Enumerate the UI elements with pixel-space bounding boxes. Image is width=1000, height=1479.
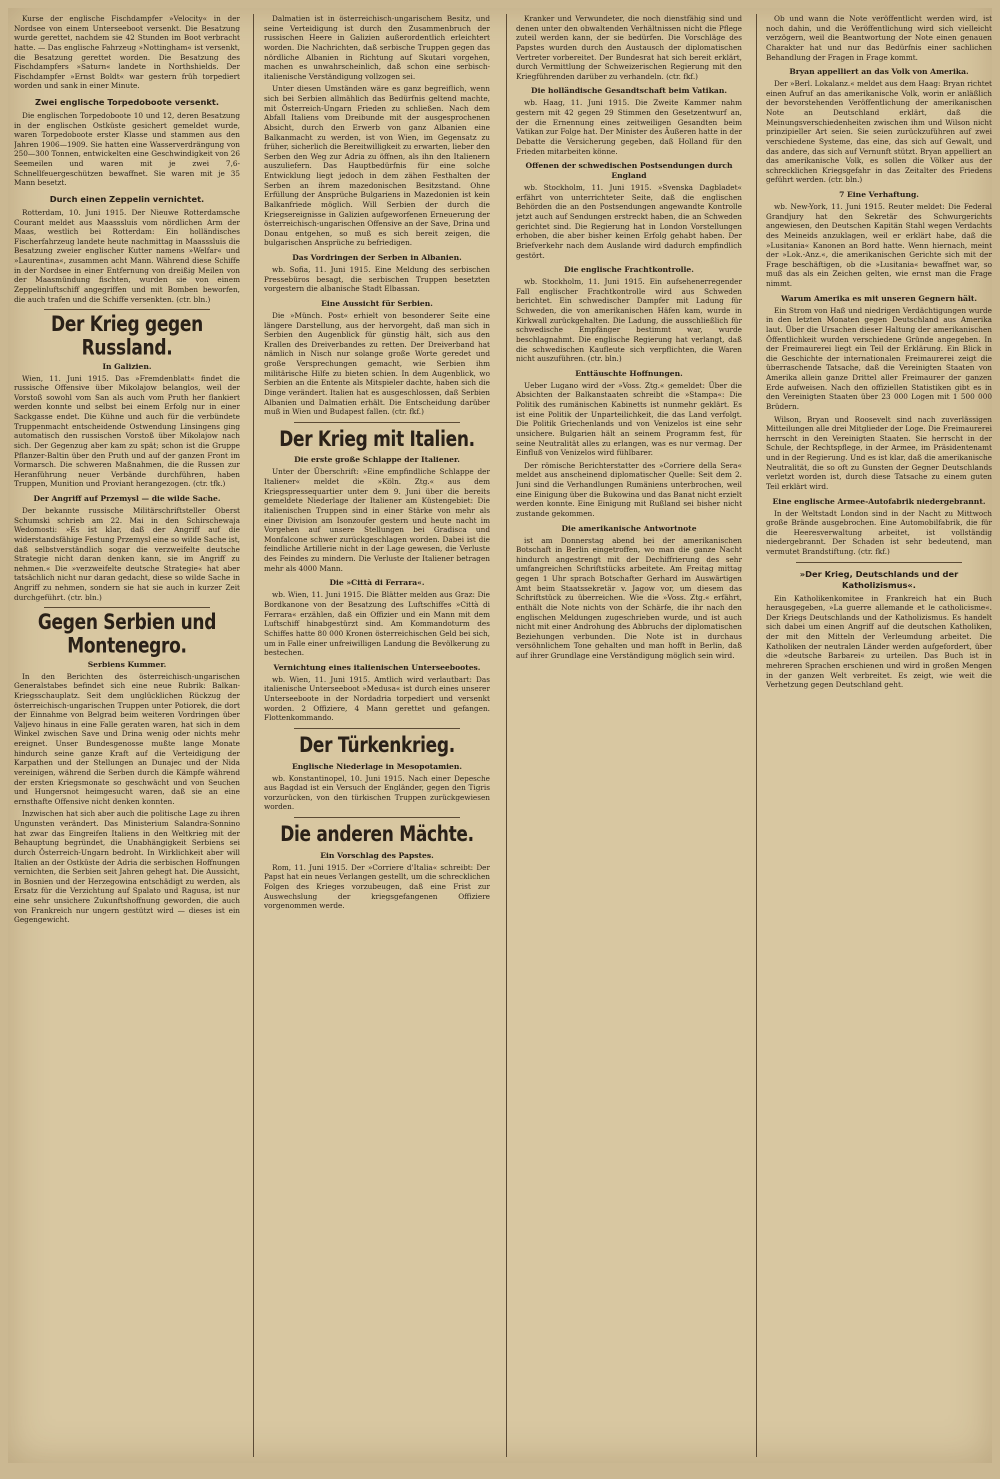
paragraph: Der bekannte russische Militärschriftsteller Oberst Schumski schrieb am 22. Mai in den Schirschewaja Wedomosti: »Es ist klar, daß der Angriff auf die widerstandsfähige Festung Przemysl eine so wilde Sache ist, daß selbstverständlich sogar die verzweifelte deutsche Strategie nicht daran denken kann, sie im Angriff zu nehmen.« Die »verzweifelte deutsche Strategie« hat aber tatsächlich nicht nur daran gedacht, diese so wilde Sache in Angriff zu nehmen, sondern sie hat sie auch in kurzer Zeit durchgeführt. (ctr. bln.)	[14, 506, 240, 602]
column-4	[766, 14, 992, 1457]
column-3	[516, 14, 742, 1457]
newspaper-page	[8, 8, 992, 1463]
section-headline: Der Türkenkrieg.	[299, 733, 455, 759]
column-rule	[253, 14, 254, 1457]
sub-heading: Die amerikanische Antwortnote	[561, 523, 697, 533]
article-heading: Durch einen Zeppelin vernichtet.	[49, 193, 205, 204]
paragraph: Inzwischen hat sich aber auch die politische Lage zu ihren Ungunsten verändert. Das Ministerium Salandra-Sonnino hat zwar das Eingreifen Italiens in den Weltkrieg mit der Behauptung begründet, die Unabhängigkeit Serbiens sei durch Österreich-Ungarn bedroht. In Wirklichkeit aber will Italien an der Ostküste der Adria die serbischen Hoffnungen vernichten, die Serbien seit Jahren gehegt hat. Die Aussicht, in Bosnien und der Herzegowina entschädigt zu werden, als Ersatz für die Verzichtung auf Spalato und Ragusa, ist nur eine sehr unsichere Zukunftshoffnung geworden, die auch von Frankreich nur ungern gestützt wird — dieses ist ein Gegengewicht.	[14, 809, 240, 925]
paragraph: wb. Konstantinopel, 10. Juni 1915. Nach einer Depesche aus Bagdad ist ein Versuch der Engländer, gegen den Tigris vorzurücken, von den türkischen Truppen zurückgewiesen worden.	[264, 773, 490, 812]
paragraph: wb. Stockholm, 11. Juni 1915. Ein aufsehenerregender Fall englischer Frachtkontrolle wird aus Schweden berichtet. Ein schwedischer Dampfer mit Ladung für Schweden, die von amerikanischen Häfen kam, wurde in Kirkwall zurückgehalten. Die Ladung, die ausschließlich für schwedische Empfänger bestimmt war, wurde beschlagnahmt. Die englische Regierung hat verlangt, daß die schwedischen Kaufleute sich verpflichten, die Waren nicht auszuführen. (ctr. bln.)	[516, 277, 742, 364]
sub-heading: Englische Niederlage in Mesopotamien.	[291, 761, 463, 771]
sub-heading: Die holländische Gesandtschaft beim Vatikan.	[531, 86, 727, 96]
paragraph: Wilson, Bryan und Roosevelt sind nach zuverlässigen Mitteilungen alle drei Mitglieder der Loge. Die Freimaurerei herrscht in den Vereinigten Staaten. Sie herrscht in der Schule, der Rechtspflege, in der Armee, im Präsidentenamt und in der Regierung. Und es ist klar, daß die amerikanische Neutralität, die so oft zu Gunsten der Gegner Deutschlands verletzt worden ist, durch diese Tatsache zu einem guten Teil erklärt wird.	[766, 414, 992, 491]
sub-heading: 7 Eine Verhaftung.	[839, 190, 919, 200]
paragraph: Wien, 11. Juni 1915. Das »Fremdenblatt« findet die russische Offensive über Mikolajow belanglos, weil der Vorstoß sowohl vom San als auch vom Pruth her flankiert werden konnte und selbst bei einem Erfolg nur in einer Sackgasse endet. Die Kühne und auch für die verbündete Truppenmacht entscheidende Ostwendung Linsingens ging automatisch den russischen Vorstoß über Mikolajow nach sich. Der Gegenzug aber kam zu spät; schon ist die Gruppe Pflanzer-Baltin über den Pruth und auf der ganzen Front im Vormarsch. Die schweren Maßnahmen, die die Russen zur Heranführung neuer Verbände durchführen, haben Truppen, Munition und Proviant herangezogen. (ctr. tfk.)	[14, 373, 240, 489]
divider	[294, 817, 460, 818]
section-headline: Der Krieg mit Italien.	[279, 427, 475, 453]
sub-heading: Enttäuschte Hoffnungen.	[575, 368, 683, 378]
paragraph: Unter diesen Umständen wäre es ganz begreiflich, wenn sich bei Serbien allmählich das Bedürfnis geltend machte, mit Österreich-Ungarn Frieden zu schließen. Nach dem Abfall Italiens vom Dreibunde mit der ausgesprochenen Absicht, durch den Erwerb von ganz Albanien eine Balkanmacht zu werden, ist von Wien, im Gegensatz zu früher, sicherlich die Bereitwilligkeit zu erwarten, lieber den Serben den Weg zur Adria zu öffnen, als ihn den Italienern auszuliefern. Das Hauptbedürfnis für eine solche Entwicklung liegt jedoch in dem zähen Festhalten der Serben an ihrem mazedonischen Besitzstand. Ohne Erfüllung der Ansprüche Bulgariens in Mazedonien ist kein Balkanfriede möglich. Will Serbien der durch die Kriegsereignisse in Galizien aufgeworfenen Erneuerung der österreichisch-ungarischen Offensive an der Save, Drina und Donau entgehen, so muß es sich bereit zeigen, die bulgarischen Ansprüche zu befriedigen.	[264, 84, 490, 248]
paragraph: ist am Donnerstag abend bei der amerikanischen Botschaft in Berlin eingetroffen, wo man die ganze Nacht hindurch angestrengt mit der Dechiffrierung des sehr umfangreichen Schriftstücks arbeitete. Am Freitag mittag gegen 1 Uhr sprach Botschafter Gerhard im Auswärtigen Amt beim Staatssekretär v. Jagow vor, um diesem das Schriftstück zu überreichen. Wie die »Voss. Ztg.« erfährt, enthält die Note nichts von der Schärfe, die ihr nach den englischen Meldungen zugeschrieben wurde, und ist auch nicht mit einer Androhung des Abbruchs der diplomatischen Beziehungen verbunden. Die Note ist in durchaus versöhnlichem Tone gehalten und man hofft in Berlin, daß auf ihrer Grundlage eine Verständigung möglich sein wird.	[516, 535, 742, 661]
sub-heading: Bryan appelliert an das Volk von Amerika.	[789, 67, 969, 77]
paragraph: Ein Strom von Haß und niedrigen Verdächtigungen wurde in den letzten Monaten gegen Deutschland aus Amerika laut. Über die Ursachen dieser Haltung der amerikanischen Öffentlichkeit wurden verschiedene Gründe angegeben. In der Freimaurerei liegt ein Teil der Erklärung. Ein Blick in die Geschichte der internationalen Freimaurerei zeigt die überraschende Tatsache, daß die Vereinigten Staaten von Amerika allein ganze Drittel aller Freimaurer der ganzen Erde aufweisen. Nach den offiziellen Statistiken gibt es in den Vereinigten Staaten über 23 000 Logen mit 1 500 000 Brüdern.	[766, 305, 992, 411]
paragraph: Der »Berl. Lokalanz.« meldet aus dem Haag: Bryan richtet einen Aufruf an das amerikanische Volk, worin er anläßlich der bevorstehenden Veröffentlichung der amerikanischen Note an Deutschland erklärt, daß die Meinungsverschiedenheiten zwischen ihm und Wilson nicht prinzipieller Art seien. Sie seien zurückzuführen auf zwei verschiedene Systeme, das eine, das sich auf Gewalt, und das andere, das sich auf Vernunft stützt. Bryan appelliert an das amerikanische Volk, es sollen die Völker aus der schrecklichen Kriegsgefahr in das Zeitalter des Friedens geführt werden. (ctr. bln.)	[766, 79, 992, 185]
column-rule	[756, 14, 757, 1457]
sub-heading: Vernichtung eines italienischen Unterseebootes.	[273, 662, 481, 672]
divider	[294, 728, 460, 729]
paragraph: Dalmatien ist in österreichisch-ungarischem Besitz, und seine Verteidigung ist durch den Zusammenbruch der russischen Heere in Galizien außerordentlich erleichtert worden. Die Nachrichten, daß serbische Truppen gegen das nördliche Albanien in Richtung auf Skutari vorgehen, machen es unwahrscheinlich, daß schon eine serbisch-italienische Verständigung vollzogen sei.	[264, 14, 490, 81]
sub-heading: Offenen der schwedischen Postsendungen durch England	[525, 161, 733, 181]
paragraph: Ueber Lugano wird der »Voss. Ztg.« gemeldet: Über die Absichten der Balkanstaaten schreibt die »Stampa«: Die Politik des rumänischen Kabinetts ist nunmehr geklärt. Es ist eine Politik der Unparteilichkeit, die das Land verfolgt. Die Politik Griechenlands und von Venizelos ist eine sehr unsichere. Bulgarien hält an seinem Programm fest, für seine Neutralität alles zu erlangen, was es nur vermag. Der Einfluß von Venizelos wird fühlbarer.	[516, 380, 742, 458]
sub-heading: Warum Amerika es mit unseren Gegnern hält.	[780, 293, 978, 303]
sub-heading: Die »Città di Ferrara«.	[329, 578, 425, 588]
divider	[44, 607, 210, 608]
paragraph: wb. Stockholm, 11. Juni 1915. »Svenska Dagbladet« erfährt von unterrichteter Seite, daß die englischen Behörden die an den Postsendungen angewandte Kontrolle jetzt auch auf Sendungen erstreckt haben, die an Schweden gerichtet sind. Die Regierung hat in London Vorstellungen erhoben, die aber bisher keinen Erfolg gehabt haben. Der Briefverkehr nach dem Auslande wird dadurch empfindlich gestört.	[516, 183, 742, 260]
section-headline: Der Krieg gegen Russland.	[51, 312, 203, 361]
column-rule	[506, 14, 507, 1457]
sub-heading: Der Angriff auf Przemysl — die wilde Sache.	[33, 494, 221, 504]
sub-heading: Ein Vorschlag des Papstes.	[320, 850, 434, 860]
paragraph: wb. Haag, 11. Juni 1915. Die Zweite Kammer nahm gestern mit 42 gegen 29 Stimmen den Gesetzentwurf an, der die Ernennung eines zeitweiligen Gesandten beim Vatikan zur Folge hat. Der Minister des Äußeren hatte in der Debatte die Versicherung gegeben, daß Holland für den Frieden mitarbeiten könne.	[516, 98, 742, 156]
article-heading: Zwei englische Torpedoboote versenkt.	[34, 97, 220, 107]
column-1	[14, 14, 240, 1457]
section-headline: Gegen Serbien und Montenegro.	[37, 610, 217, 659]
paragraph: In der Weltstadt London sind in der Nacht zu Mittwoch große Brände ausgebrochen. Eine Automobilfabrik, die für die Heeresverwaltung arbeitet, ist vollständig niedergebrannt. Der Schaden ist sehr bedeutend, man vermutet Brandstiftung. (ctr. fkf.)	[766, 508, 992, 557]
paragraph: Rom, 11. Juni 1915. Der »Corriere d'Italia« schreibt: Der Papst hat ein neues Verlangen gestellt, um die schrecklichen Folgen des Krieges vorzubeugen, daß eine Frist zur Auswechslung der kriegsgefangenen Offiziere vorgenommen werde.	[264, 862, 490, 911]
article-heading: »Der Krieg, Deutschlands und der Katholizismus«.	[799, 568, 959, 590]
column-2	[264, 14, 490, 1457]
sub-heading: Die erste große Schlappe der Italiener.	[294, 455, 460, 465]
paragraph: Der römische Berichterstatter des »Corriere della Sera« meldet aus anscheinend diplomatischer Quelle: Seit dem 2. Juni sind die Verhandlungen Rumäniens unterbrochen, weil eine Einigung über die Bukowina und das Banat nicht erzielt werden konnte. Eine Einigung mit Rußland sei bisher nicht zustande gekommen.	[516, 460, 742, 518]
paragraph: wb. Wien, 11. Juni 1915. Die Blätter melden aus Graz: Die Bordkanone von der Besatzung des Luftschiffes »Città di Ferrara« erzählen, daß ein Offizier und ein Mann mit dem Luftschiff hinabgestürzt sind. Am Kommandoturm des Schiffes hatte 80 000 Kronen österreichischen Geld bei sich, um in Falle einer unfreiwilligen Landung die Bevölkerung zu bestechen.	[264, 590, 490, 658]
sub-heading: Das Vordringen der Serben in Albanien.	[292, 253, 462, 262]
paragraph: Unter der Überschrift: »Eine empfindliche Schlappe der Italiener« meldet die »Köln. Ztg.« aus dem Kriegspressequartier unter dem 9. Juni über die bereits gemeldete Niederlage der Italiener am Küstengebiet: Die italienischen Truppen sind in einer Stärke von mehr als einer Division am Isonzoufer gestern und heute nacht im Vorgehen auf unsere Stellungen bei Gradisca und Monfalcone schwer zurückgeschlagen worden. Dabei ist die feindliche Artillerie nicht in der Lage gewesen, die Verluste des Feindes zu mindern. Die Verluste der Italiener betragen mehr als 4000 Mann.	[264, 467, 490, 573]
paragraph: Die »Münch. Post« erhielt von besonderer Seite eine längere Darstellung, aus der hervorgeht, daß man sich in Serbien den Augenblick für günstig hält, sich aus den Krallen des Dreiverbandes zu retten. Der Dreiverband hat nämlich in Nisch nur solange große Worte geredet und große Versprechungen gemacht, wie Serbien ihm militärische Hilfe zu bieten schien. In dem Augenblick, wo Serbien an die Entente als Mitspieler dachte, haben sich die Dinge verändert. Italien hat es ausgeschlossen, daß Serbien Albanien und Dalmatien erhält. Die Entscheidung darüber muß in Wien und Budapest fallen. (ctr. fkf.)	[264, 310, 490, 417]
paragraph: Die englischen Torpedoboote 10 und 12, deren Besatzung in der englischen Ostküste gesichert gemeldet wurde, waren Torpedoboote erster Klasse und stammen aus den Jahren 1906—1909. Sie hatten eine Wasserverdrängung von 250—300 Tonnen, entwickelten eine Geschwindigkeit von 26 Seemeilen und waren mit je zwei 7,6-Schnellfeuergeschützen bewaffnet. Sie waren mit je 35 Mann besetzt.	[14, 110, 240, 188]
paragraph: Ein Katholikenkomitee in Frankreich hat ein Buch herausgegeben, »La guerre allemande et le catholicisme«. Der Kriegs Deutschlands und der Katholizismus. Es handelt sich dabei um einen Angriff auf die deutschen Katholiken, der mit den Mitteln der Verleumdung arbeitet. Die Katholiken der neutralen Länder werden aufgefordert, über die »deutsche Barbarei« zu urteilen. Das Buch ist in mehreren Sprachen erschienen und wird in großen Mengen in der ganzen Welt verbreitet. Es zeigt, wie weit die Verhetzung gegen Deutschland geht.	[766, 593, 992, 690]
paragraph: wb. Sofia, 11. Juni 1915. Eine Meldung des serbischen Pressebüros besagt, die serbischen Truppen besetzten vorgestern die albanische Stadt Elbassan.	[264, 265, 490, 294]
paragraph: Ob und wann die Note veröffentlicht werden wird, ist noch dahin, und die Veröffentlichung wird sich vielleicht verzögern, weil die Beantwortung der Note einen genauen Charakter hat und nur das Bedürfnis einer sachlichen Behandlung der Fragen in Frage kommt.	[766, 14, 992, 62]
sub-heading: Die englische Frachtkontrolle.	[564, 265, 694, 275]
paragraph: Kranker und Verwundeter, die noch dienstfähig sind und denen unter den obwaltenden Verhältnissen nicht die Pflege zuteil werden kann, der sie bedürfen. Die Vorschläge des Papstes wurden durch den Austausch der diplomatischen Vertreter vorbereitet. Der Bundesrat hat sich bereit erklärt, durch Vermittlung der Schweizerischen Regierung mit den Kriegführenden darüber zu verhandeln. (ctr. fkf.)	[516, 14, 742, 81]
paragraph: wb. Wien, 11. Juni 1915. Amtlich wird verlautbart: Das italienische Unterseeboot »Medusa« ist durch eines unserer Unterseeboote in der Nordadria torpediert und versenkt worden. 2 Offiziere, 4 Mann gerettet und gefangen. Flottenkommando.	[264, 674, 490, 723]
divider	[796, 562, 962, 563]
paragraph: wb. New-York, 11. Juni 1915. Reuter meldet: Die Federal Grandjury hat den Sekretär des Schwurgerichts angewiesen, den Deutschen Kapitän Stahl wegen Verdachts des Meineids anzuklagen, weil er erklärt habe, daß die »Lusitania« Kanonen an Bord hatte. Wenn hiernach, meint der »Lok.-Anz.«, die amerikanischen Gerichte sich mit der Frage beschäftigen, ob die »Lusitania« bewaffnet war, so muß das als ein Zeichen gelten, wie ernst man die Frage nimmt.	[766, 202, 992, 289]
paragraph: Rotterdam, 10. Juni 1915. Der Nieuwe Rotterdamsche Courant meldet aus Maasssluis vom nördlichen Arm der Maas, westlich bei Rotterdam: Ein holländisches Fischerfahrzeug landete heute nachmittag in Maasssluis die Besatzung zweier englischer Kutter namens »Welfar« und »Laurentina«, zusammen acht Mann. Während diese Schiffe in der Nordsee in einer Entfernung von dreißig Meilen von der Maasmündung fischten, wurden sie von einem Zeppelinluftschiff angegriffen und mit Bomben beworfen, die auch trafen und die Schiffe versenkten. (ctr. bln.)	[14, 207, 240, 304]
divider	[44, 309, 210, 310]
paragraph: Kurse der englische Fischdampfer »Velocity« in der Nordsee von einem Unterseeboot versenkt. Die Besatzung wurde gerettet, nachdem sie 42 Stunden im Boot verbracht hatte. — Das englische Fahrzeug »Nottingham« ist versenkt, die Besatzung gerettet worden. Die Besatzung des Fischdampfers »Saturn« landete in Northshields. Der Fischdampfer »Ernst Boldt« war gestern früh torpediert worden und sank in einer Minute.	[14, 14, 240, 91]
divider	[294, 422, 460, 423]
sub-heading: Eine Aussicht für Serbien.	[321, 298, 433, 308]
paragraph: In den Berichten des österreichisch-ungarischen Generalstabes befindet sich eine neue Rubrik: Balkan-Kriegsschauplatz. Seit dem unglücklichen Rückzug der österreichisch-ungarischen Truppen unter Potiorek, die dort der Einnahme von Belgrad beim weiteren Vordringen über Valjevo hinaus in eine Falle geraten waren, hat sich in dem Winkel zwischen Save und Drina wenig oder nichts mehr ereignet. Unser Bundesgenosse mußte lange Monate hindurch seine ganze Kraft auf die Verteidigung der Karpathen und der Stellungen an Dunajec und der Nida vereinigen, während die Serben durch die Kämpfe während der ersten Kriegsmonate so geschwächt und von Seuchen und Hungersnot heimgesucht waren, daß sie an eine ernsthafte Offensive nicht denken konnten.	[14, 671, 240, 806]
sub-heading: Serbiens Kummer.	[87, 659, 167, 669]
sub-heading: Eine englische Armee-Autofabrik niedergebrannt.	[772, 496, 986, 506]
sub-heading: In Galizien.	[102, 361, 152, 371]
section-headline: Die anderen Mächte.	[280, 822, 474, 848]
